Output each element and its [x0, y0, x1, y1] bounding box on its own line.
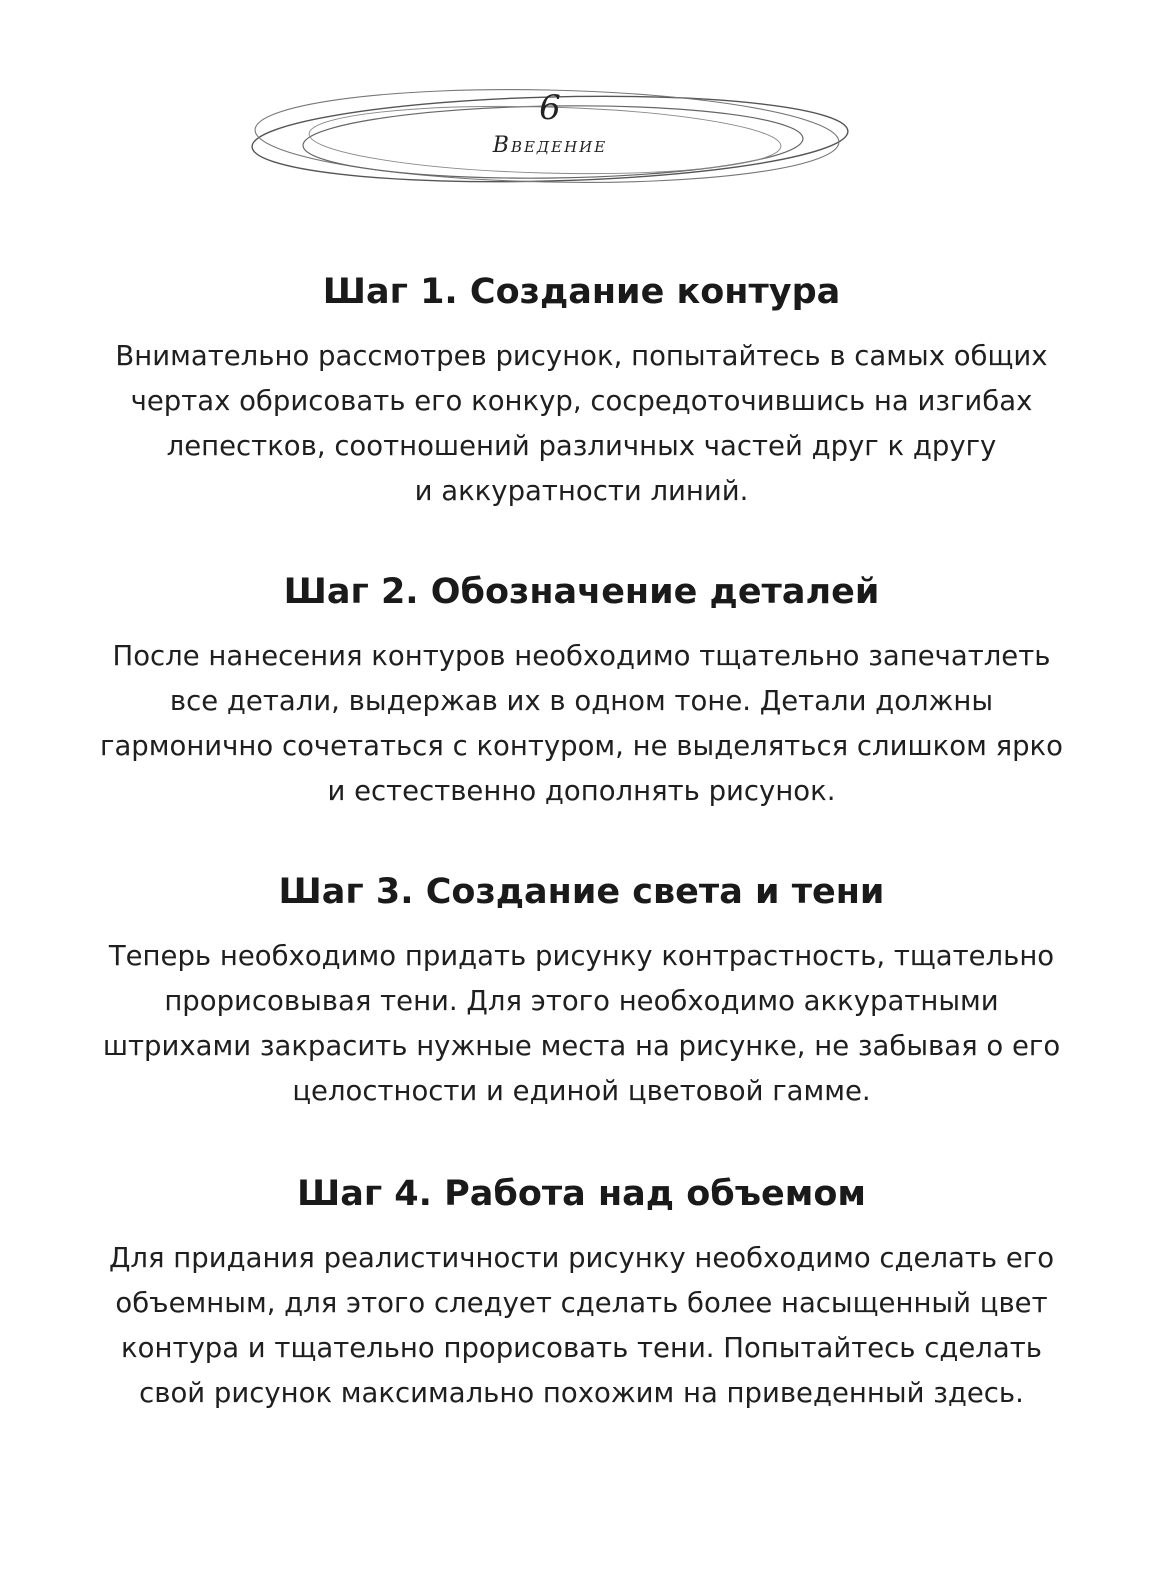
text-line: контура и тщательно прорисовать тени. Попытайтесь сделать [121, 1332, 1042, 1364]
text-line: штрихами закрасить нужные места на рисунке, не забывая о его [102, 1030, 1061, 1062]
text-line: объемным, для этого следует сделать более насыщенный цвет [115, 1287, 1048, 1319]
text-line: и естественно дополнять рисунок. [327, 775, 836, 807]
step-title: Шаг 3. Создание света и тени [278, 872, 885, 912]
text-line: все детали, выдержав их в одном тоне. Детали должны [169, 685, 994, 717]
text-line: После нанесения контуров необходимо тщательно запечатлеть [112, 640, 1051, 672]
step-title: Шаг 2. Обозначение деталей [283, 572, 880, 612]
page-number: 6 [539, 88, 561, 128]
step-text [60, 634, 1103, 814]
text-line: целостности и единой цветовой гамме. [292, 1075, 871, 1107]
step-text [60, 934, 1103, 1114]
text-line: Для придания реалистичности рисунку необходимо сделать его [108, 1242, 1055, 1274]
step-section [60, 870, 1103, 1114]
text-line: гармонично сочетаться с контуром, не выделяться слишком ярко [100, 730, 1063, 762]
page-header [245, 74, 855, 204]
step-text [60, 334, 1103, 514]
text-line: прорисовывая тени. Для этого необходимо аккуратными [164, 985, 999, 1017]
text-line: свой рисунок максимально похожим на приведенный здесь. [139, 1377, 1024, 1409]
step-text [60, 1236, 1103, 1416]
text-line: Внимательно рассмотрев рисунок, попытайтесь в самых общих [115, 340, 1048, 372]
step-section [60, 270, 1103, 514]
text-line: лепестков, соотношений различных частей друг к другу [166, 430, 997, 462]
text-line: Теперь необходимо придать рисунку контрастность, тщательно [108, 940, 1055, 972]
step-title: Шаг 1. Создание контура [322, 272, 841, 312]
section-title: Введение [492, 133, 608, 158]
text-line: и аккуратности линий. [414, 475, 749, 507]
step-section [60, 570, 1103, 814]
text-line: чертах обрисовать его конкур, сосредоточившись на изгибах [130, 385, 1033, 417]
step-section [60, 1172, 1103, 1416]
step-title: Шаг 4. Работа над объемом [296, 1174, 867, 1214]
